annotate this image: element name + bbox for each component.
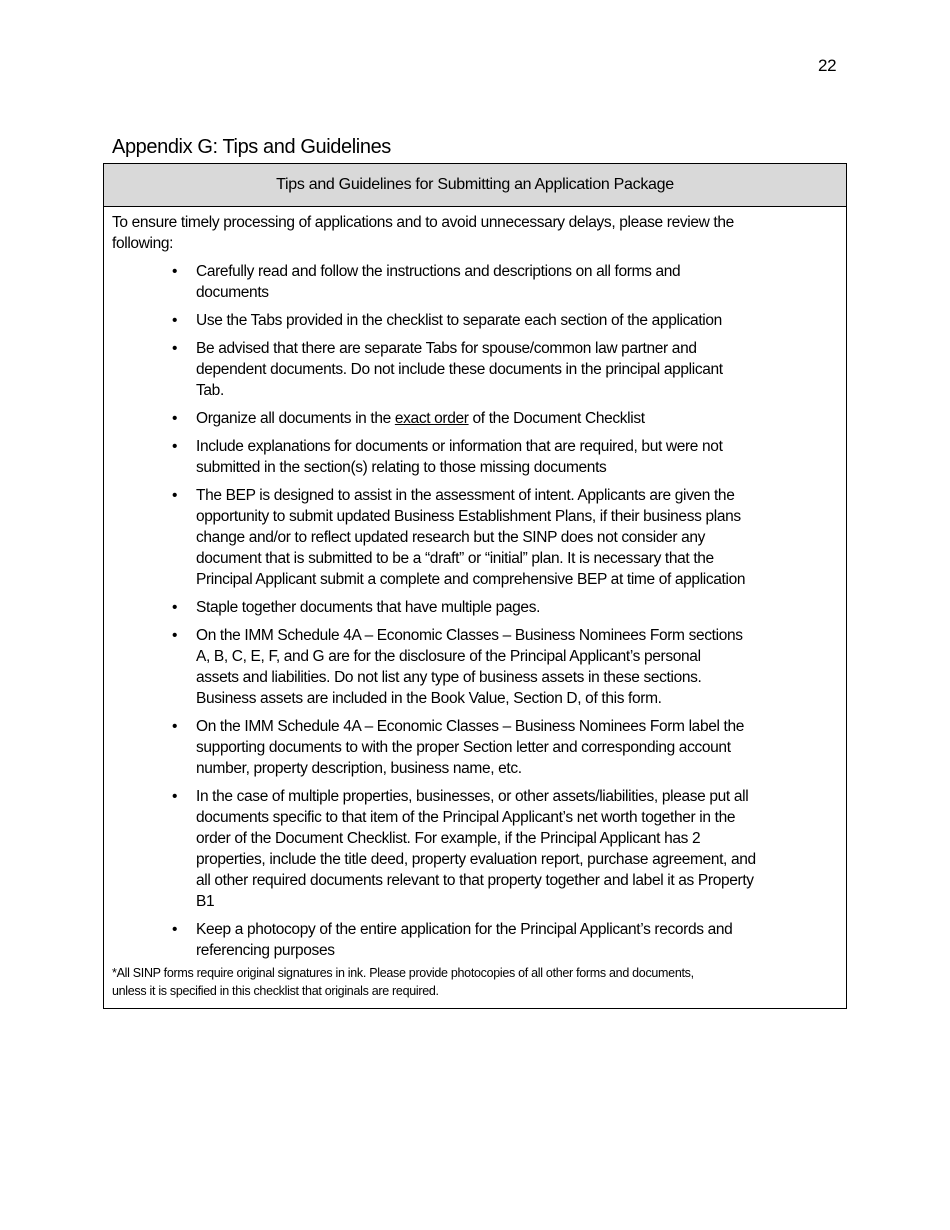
list-item-line: assets and liabilities. Do not list any type of business assets in these sections. (196, 669, 702, 686)
list-item-line: Include explanations for documents or information that are required, but were not (196, 438, 723, 455)
list-item (112, 625, 846, 709)
bullet-icon: • (172, 627, 178, 644)
list-item-line: opportunity to submit updated Business Establishment Plans, if their business plans (196, 508, 741, 525)
bullet-icon: • (172, 312, 178, 329)
list-item-line: supporting documents to with the proper Section letter and corresponding account (196, 739, 731, 756)
bullet-icon: • (172, 438, 178, 455)
bullet-icon: • (172, 788, 178, 805)
appendix-heading: Appendix G: Tips and Guidelines (112, 136, 391, 158)
bullet-icon: • (172, 599, 178, 616)
bullet-icon: • (172, 921, 178, 938)
list-item-line: properties, include the title deed, property evaluation report, purchase agreement, and (196, 851, 756, 868)
list-item-line: documents (196, 284, 269, 301)
list-item-line: submitted in the section(s) relating to those missing documents (196, 459, 607, 476)
tips-table (103, 163, 847, 1009)
list-item-line: document that is submitted to be a “draft” or “initial” plan. It is necessary that the (196, 550, 714, 567)
list-item (112, 716, 846, 779)
bullet-icon: • (172, 487, 178, 504)
intro-paragraph (112, 212, 846, 254)
list-item-line: Principal Applicant submit a complete and comprehensive BEP at time of application (196, 571, 746, 588)
footnote-line: *All SINP forms require original signatures in ink. Please provide photocopies of all other forms and documents, (112, 966, 694, 980)
bullet-icon: • (172, 340, 178, 357)
list-item-line: On the IMM Schedule 4A – Economic Classes – Business Nominees Form sections (196, 627, 743, 644)
list-item-line: B1 (196, 893, 215, 910)
list-item (112, 436, 846, 478)
list-item-line: Tab. (196, 382, 224, 399)
list-item (112, 338, 846, 401)
list-item-line: referencing purposes (196, 942, 335, 959)
list-item-line: dependent documents. Do not include these documents in the principal applicant (196, 361, 723, 378)
list-item (112, 408, 846, 429)
list-item (112, 261, 846, 303)
list-item-line: Be advised that there are separate Tabs for spouse/common law partner and (196, 340, 697, 357)
footnote-line: unless it is specified in this checklist that originals are required. (112, 984, 439, 998)
bullet-icon: • (172, 718, 178, 735)
list-item (112, 919, 846, 961)
list-item (112, 485, 846, 590)
footnote (112, 964, 846, 1000)
list-item (112, 310, 846, 331)
list-item-line: Staple together documents that have multiple pages. (196, 599, 541, 616)
list-item-line: number, property description, business name, etc. (196, 760, 522, 777)
bullet-icon: • (172, 263, 178, 280)
list-item (112, 786, 846, 912)
table-header: Tips and Guidelines for Submitting an Application Package (104, 164, 846, 207)
intro-line: following: (112, 235, 174, 252)
list-item-line: Organize all documents in the exact order of the Document Checklist (196, 410, 645, 427)
list-item-line: order of the Document Checklist. For example, if the Principal Applicant has 2 (196, 830, 701, 847)
list-item-line: On the IMM Schedule 4A – Economic Classes – Business Nominees Form label the (196, 718, 745, 735)
list-item-line: Use the Tabs provided in the checklist to separate each section of the application (196, 312, 722, 329)
list-item-line: change and/or to reflect updated research but the SINP does not consider any (196, 529, 706, 546)
list-item-line: Business assets are included in the Book Value, Section D, of this form. (196, 690, 662, 707)
table-body (104, 207, 846, 1000)
page-number: 22 (818, 56, 837, 75)
list-item (112, 597, 846, 618)
list-item-line: Keep a photocopy of the entire application for the Principal Applicant’s records and (196, 921, 733, 938)
list-item-line: Carefully read and follow the instructions and descriptions on all forms and (196, 263, 681, 280)
tips-list (112, 261, 846, 961)
list-item-line: The BEP is designed to assist in the assessment of intent. Applicants are given the (196, 487, 735, 504)
emphasis-underline: exact order (394, 410, 469, 427)
bullet-icon: • (172, 410, 178, 427)
list-item-line: In the case of multiple properties, businesses, or other assets/liabilities, please put all (196, 788, 749, 805)
list-item-line: all other required documents relevant to that property together and label it as Property (196, 872, 754, 889)
intro-line: To ensure timely processing of applications and to avoid unnecessary delays, please review the (112, 214, 734, 231)
list-item-line: documents specific to that item of the Principal Applicant’s net worth together in the (196, 809, 736, 826)
list-item-line: A, B, C, E, F, and G are for the disclosure of the Principal Applicant’s personal (196, 648, 701, 665)
